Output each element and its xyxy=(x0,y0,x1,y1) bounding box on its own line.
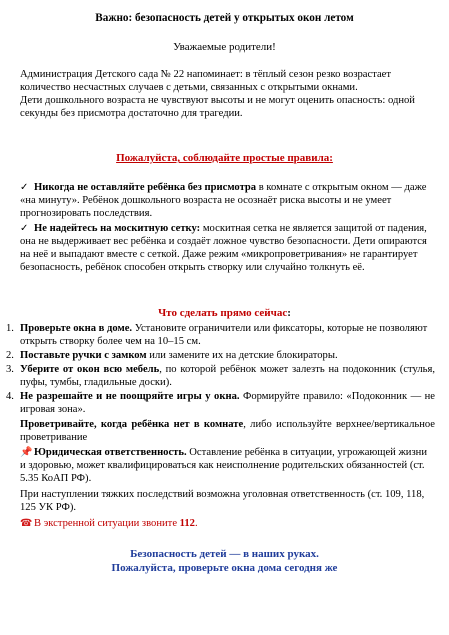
action-4-text: Формируйте правило: «Подоконник — не игровая зона». xyxy=(20,391,436,415)
intro-text-1: Администрация Детского сада № 22 напоминает: в тёплый сезон резко возрастает количество несчастных случаев с детьми, связанных с открытыми окнами. xyxy=(20,69,392,93)
actions-heading xyxy=(0,307,449,320)
action-item-2 xyxy=(20,349,435,362)
check-icon: ✓ xyxy=(20,223,29,234)
action-number-3: 3. xyxy=(6,364,14,375)
emergency-text: В экстренной ситуации звоните xyxy=(34,518,180,529)
rule-2-text: москитная сетка не является защитой от падения, она не выдерживает вес ребёнка и создаёт ложное чувство безопасности. Дети опираются на неё и выпадают вместе с сеткой. Даже режим «микропроветривания» не гарантирует безопасность, ребёнок способен открыть створку или случайно толкнуть её. xyxy=(20,223,427,273)
action-1-text: Установите ограничители или фиксаторы, которые не позволяют открыть створку более чем на 10–15 см. xyxy=(20,323,428,347)
rule-2 xyxy=(20,222,435,274)
action-1-bold: Проверьте окна в доме. xyxy=(20,323,133,334)
greeting: Уважаемые родители! xyxy=(173,41,276,53)
pin-icon: 📌 xyxy=(20,447,33,458)
rules-heading: Пожалуйста, соблюдайте простые правила: xyxy=(116,152,333,164)
action-number-1: 1. xyxy=(6,323,14,334)
rule-1-text: в комнате с открытым окном — даже «на минуту». Ребёнок дошкольного возраста не осознаёт риска высоты и не умеет прогнозировать последствия. xyxy=(20,182,427,219)
legal-bold: Юридическая ответственность. xyxy=(34,447,187,458)
action-number-4: 4. xyxy=(6,391,14,402)
phone-icon: ☎ xyxy=(20,518,33,529)
legal-text: Оставление ребёнка в ситуации, угрожающей жизни и здоровью, может квалифицироваться как неисполнение родительских обязанностей (ст. 5.35 КоАП РФ). xyxy=(20,447,427,484)
legal-note xyxy=(20,446,435,485)
action-number-2: 2. xyxy=(6,350,14,361)
rule-2-bold: Не надейтесь на москитную сетку: xyxy=(34,223,201,234)
action-item-1 xyxy=(20,322,435,348)
emergency-number: 112 xyxy=(179,518,195,529)
rule-1 xyxy=(20,181,435,220)
action-2-text: или замените их на детские блокираторы. xyxy=(146,350,338,361)
action-4-bold: Не разрешайте и не поощряйте игры у окна. xyxy=(20,391,240,402)
emergency-end: . xyxy=(194,518,198,529)
actions-heading-colon: : xyxy=(287,307,291,319)
action-item-4 xyxy=(20,390,435,416)
action-3-bold: Уберите от окон всю мебель xyxy=(20,364,160,375)
action-item-3 xyxy=(20,363,435,389)
actions-heading-text: Что сделать прямо сейчас xyxy=(158,307,288,319)
rule-1-bold: Никогда не оставляйте ребёнка без присмотра xyxy=(34,182,257,193)
ventilation-bold: Проветривайте, когда ребёнка нет в комнате xyxy=(20,419,244,430)
emergency-note xyxy=(20,517,435,530)
criminal-note: При наступлении тяжких последствий возможна уголовная ответственность (ст. 109, 118, 125 УК РФ). xyxy=(20,489,425,513)
ventilation-note xyxy=(20,418,435,444)
check-icon: ✓ xyxy=(20,182,29,193)
page-title: Важно: безопасность детей у открытых окон летом xyxy=(95,12,354,24)
footer-line-1: Безопасность детей — в наших руках. xyxy=(130,548,319,560)
intro-text-2: Дети дошкольного возраста не чувствуют высоты и не могут оценить опасность: одной секунды без присмотра достаточно для трагедии. xyxy=(20,95,415,119)
footer-line-2: Пожалуйста, проверьте окна дома сегодня же xyxy=(111,562,338,574)
intro-paragraph xyxy=(20,68,435,120)
ventilation-text: , либо используйте верхнее/вертикальное проветривание xyxy=(20,419,435,443)
action-3-text: , по которой ребёнок может залезть на подоконник (стулья, пуфы, тумбы, гладильные доски). xyxy=(20,364,435,388)
action-2-bold: Поставьте ручки с замком xyxy=(20,350,147,361)
